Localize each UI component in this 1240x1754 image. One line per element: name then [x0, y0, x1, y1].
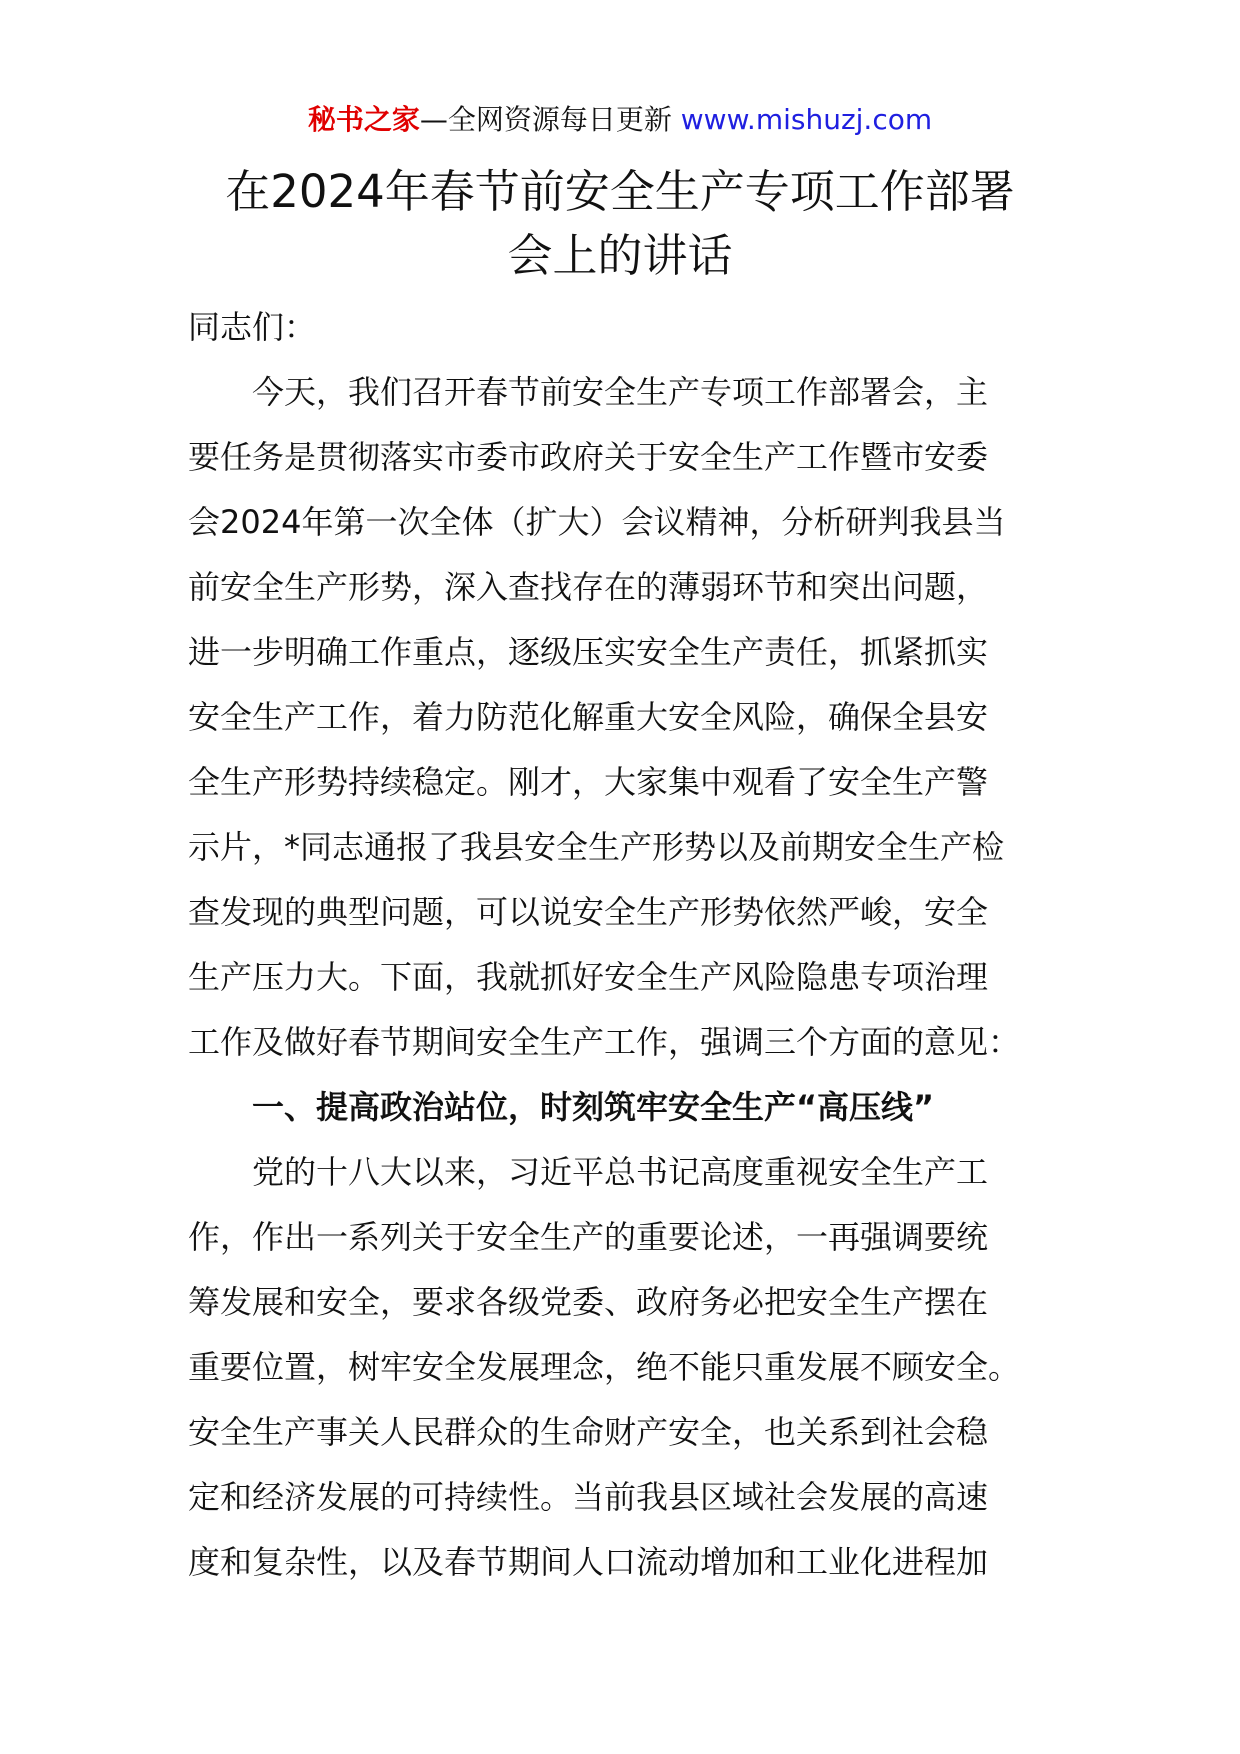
paragraph-line: 筹发展和安全，要求各级党委、政府务必把安全生产摆在	[188, 1283, 989, 1321]
paragraph-line: 安全生产工作，着力防范化解重大安全风险，确保全县安	[188, 698, 989, 736]
paragraph-line: 工作及做好春节期间安全生产工作，强调三个方面的意见：	[188, 1023, 1021, 1061]
site-brand: 秘书之家	[307, 103, 420, 136]
paragraph-line: 重要位置，树牢安全发展理念，绝不能只重发展不顾安全。	[188, 1348, 1021, 1386]
paragraph-line: 党的十八大以来，习近平总书记高度重视安全生产工	[252, 1153, 989, 1191]
title-line-2: 会上的讲话	[507, 229, 733, 282]
paragraph-line: 进一步明确工作重点，逐级压实安全生产责任，抓紧抓实	[188, 633, 989, 671]
paragraph-line: 度和复杂性，以及春节期间人口流动增加和工业化进程加	[188, 1543, 989, 1581]
paragraph-line: 前安全生产形势，深入查找存在的薄弱环节和突出问题，	[188, 568, 989, 606]
paragraph-line: 查发现的典型问题，可以说安全生产形势依然严峻，安全	[188, 893, 989, 931]
paragraph-line: 今天，我们召开春节前安全生产专项工作部署会，主	[252, 373, 989, 411]
document-title	[150, 160, 1090, 288]
salutation: 同志们：	[188, 308, 317, 346]
paragraph-line: 全生产形势持续稳定。刚才，大家集中观看了安全生产警	[188, 763, 989, 801]
section-heading: 一、提高政治站位，时刻筑牢安全生产“高压线”	[252, 1088, 935, 1126]
title-line-1: 在2024年春节前安全生产专项工作部署	[225, 165, 1015, 218]
site-tagline: —全网资源每日更新	[419, 103, 681, 136]
paragraph-line: 会2024年第一次全体（扩大）会议精神，分析研判我县当	[188, 503, 1006, 541]
paragraph-line: 作，作出一系列关于安全生产的重要论述，一再强调要统	[188, 1218, 989, 1256]
paragraph-line: 要任务是贯彻落实市委市政府关于安全生产工作暨市安委	[188, 438, 989, 476]
document-body	[188, 295, 1068, 1595]
paragraph-line: 生产压力大。下面，我就抓好安全生产风险隐患专项治理	[188, 958, 989, 996]
paragraph-line: 安全生产事关人民群众的生命财产安全，也关系到社会稳	[188, 1413, 989, 1451]
site-header	[0, 100, 1240, 140]
paragraph-line: 示片，*同志通报了我县安全生产形势以及前期安全生产检	[188, 828, 1005, 866]
site-url-link[interactable]: www.mishuzj.com	[680, 103, 933, 136]
paragraph-line: 定和经济发展的可持续性。当前我县区域社会发展的高速	[188, 1478, 989, 1516]
